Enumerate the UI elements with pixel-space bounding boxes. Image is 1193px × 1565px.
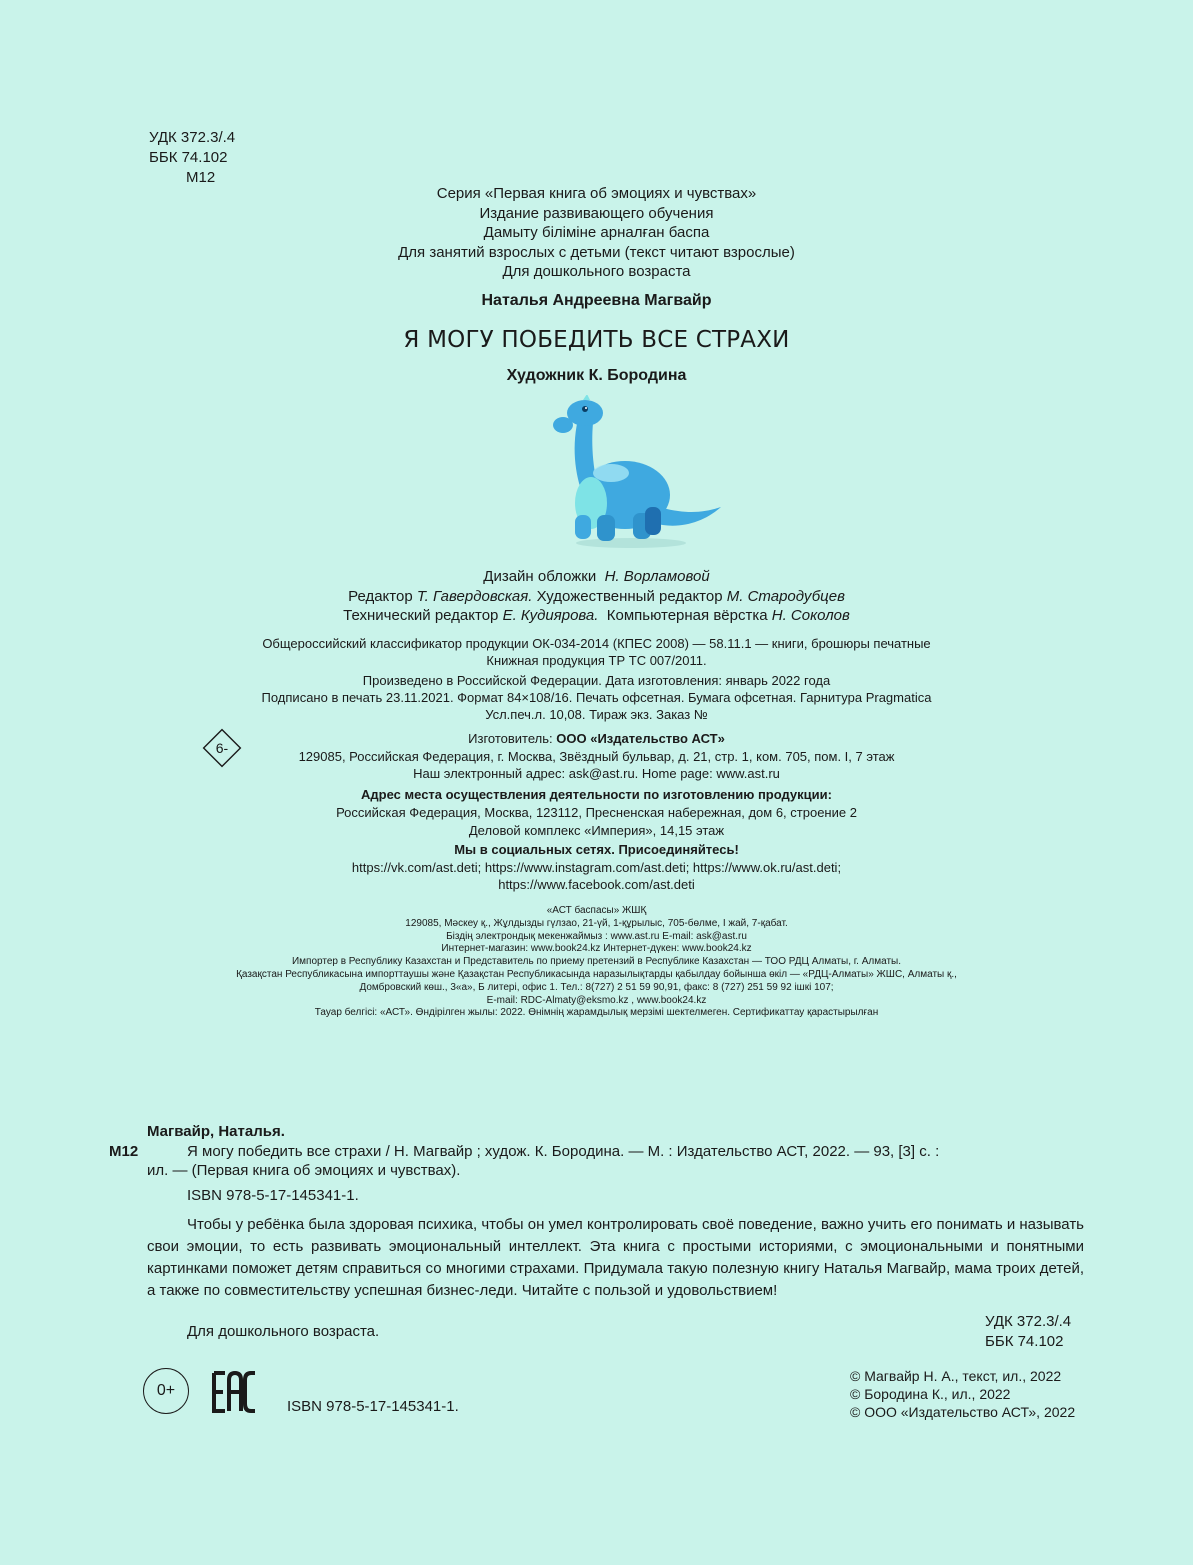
tech-editor-label: Технический редактор	[343, 607, 499, 624]
credits-block	[0, 567, 1193, 626]
editor-label: Редактор	[348, 587, 413, 605]
classification-line: Книжная продукция ТР ТС 007/2011.	[486, 653, 707, 668]
activity-address-line: Российская Федерация, Москва, 123112, Пресненская набережная, дом 6, строение 2	[336, 805, 857, 820]
copyright-line: © ООО «Издательство АСТ», 2022	[850, 1404, 1076, 1420]
kz-line: E-mail: RDC-Almaty@eksmo.kz , www.book24.kz	[486, 994, 707, 1006]
social-block	[0, 841, 1193, 894]
classification-block	[0, 635, 1193, 669]
kz-line: Домбровский көш., 3«а», Б литері, офис 1. Тел.: 8(727) 2 51 59 90,91, факс: 8 (727) 251 59 92 ішкі 107;	[359, 981, 834, 993]
manufacturer-block	[0, 730, 1193, 783]
annotation	[147, 1214, 1084, 1302]
age-rating-6-text: 6-	[215, 740, 229, 756]
copyright-line: © Магвайр Н. А., текст, ил., 2022	[850, 1368, 1062, 1384]
kz-line: 129085, Мәскеу қ., Жұлдызды гүлзао, 21-үй, 1-құрылыс, 705-бөлме, I жай, 7-қабат.	[405, 917, 788, 929]
bib-isbn: ISBN 978-5-17-145341-1.	[187, 1187, 359, 1204]
kz-line: Тауар белгісі: «АСТ». Өндірілген жылы: 2022. Өнімнің жарамдылық мерзімі шектелмеген. Сертификаттау қарастырылған	[314, 1007, 879, 1019]
tech-editor-name: Е. Кудиярова.	[502, 607, 599, 624]
series-line: Серия «Первая книга об эмоциях и чувствах»	[436, 185, 757, 202]
production-line: Произведено в Российской Федерации. Дата изготовления: январь 2022 года	[362, 673, 831, 688]
activity-address-heading: Адрес места осуществления деятельности по изготовлению продукции:	[361, 787, 832, 802]
bib-entry-cont: ил. — (Первая книга об эмоциях и чувствах).	[147, 1162, 461, 1179]
editors-line	[0, 587, 1193, 607]
udk-block-bottom	[985, 1312, 1071, 1352]
production-line: Усл.печ.л. 10,08. Тираж экз. Заказ №	[485, 707, 708, 722]
editor-name: Т. Гавердовская.	[416, 587, 533, 605]
manufacturer-line	[0, 730, 1193, 748]
social-heading: Мы в социальных сетях. Присоединяйтесь!	[454, 842, 739, 857]
isbn-bottom: ISBN 978-5-17-145341-1.	[287, 1398, 459, 1415]
bbk-code: ББК 74.102	[149, 149, 228, 166]
bib-author: Магвайр, Наталья.	[147, 1123, 285, 1140]
art-editor-label: Художественный редактор	[536, 587, 723, 605]
cover-design-name: Н. Ворламовой	[604, 568, 710, 585]
series-info	[0, 184, 1193, 282]
bib-author-mark: М12	[109, 1143, 139, 1160]
series-line: Для дошкольного возраста	[502, 263, 691, 280]
kz-line: Интернет-магазин: www.book24.kz Интернет-дүкен: www.book24.kz	[441, 943, 752, 955]
udk-block-top	[149, 128, 235, 188]
social-links: https://www.facebook.com/ast.deti	[498, 877, 695, 892]
eac-mark-icon	[211, 1370, 257, 1414]
copyright-line: © Бородина К., ил., 2022	[850, 1386, 1011, 1402]
udk-code: УДК 372.3/.4	[985, 1313, 1072, 1330]
age-rating-0-icon: 0+	[143, 1368, 189, 1414]
udk-code: УДК 372.3/.4	[149, 129, 236, 146]
book-title: Я МОГУ ПОБЕДИТЬ ВСЕ СТРАХИ	[403, 327, 790, 353]
author-name: Наталья Андреевна Магвайр	[481, 292, 712, 309]
kz-line: «АСТ баспасы» ЖШҚ	[546, 905, 647, 916]
cover-design-label: Дизайн обложки	[483, 568, 597, 585]
series-line: Издание развивающего обучения	[479, 204, 714, 222]
tech-editors-line	[0, 606, 1193, 626]
production-block	[0, 672, 1193, 723]
manufacturer-name: ООО «Издательство АСТ»	[556, 731, 725, 746]
layout-label: Компьютерная вёрстка	[606, 607, 768, 624]
author-mark: М12	[186, 169, 216, 186]
manufacturer-address: 129085, Российская Федерация, г. Москва, Звёздный бульвар, д. 21, стр. 1, ком. 705, пом. I, 7 этаж	[298, 748, 895, 764]
series-line: Для занятий взрослых с детьми (текст читают взрослые)	[398, 243, 795, 261]
activity-address-line: Деловой комплекс «Империя», 14,15 этаж	[468, 823, 725, 838]
age-note: Для дошкольного возраста.	[187, 1323, 380, 1340]
manufacturer-label: Изготовитель:	[468, 731, 553, 746]
activity-address-block	[0, 786, 1193, 840]
kz-line: Біздің электрондық мекенжаймыз : www.ast.ru E-mail: ask@ast.ru	[446, 930, 747, 942]
kz-line: Импортер в Республику Казахстан и Представитель по приему претензий в Республике Казахстан — ТОО РДЦ Алматы, г. Алматы.	[291, 956, 902, 968]
series-line: Дамыту біліміне арналған баспа	[483, 224, 710, 241]
production-line: Подписано в печать 23.11.2021. Формат 84×108/16. Печать офсетная. Бумага офсетная. Гарнитура Pragmatica	[261, 690, 932, 705]
manufacturer-web: Наш электронный адрес: ask@ast.ru. Home page: www.ast.ru	[413, 766, 780, 781]
art-editor-name: М. Стародубцев	[726, 587, 845, 605]
layout-name: Н. Соколов	[771, 607, 850, 624]
kazakhstan-info-block	[0, 905, 1193, 1020]
copyright-block	[850, 1367, 1075, 1421]
classification-line: Общероссийский классификатор продукции ОК-034-2014 (КПЕС 2008) — 58.11.1 — книги, брошюры печатные	[262, 636, 931, 651]
annotation-text: Чтобы у ребёнка была здоровая психика, чтобы он умел контролировать своё поведение, важно учить его понимать и называть свои эмоции, то есть развивать эмоциональный интеллект. Эта книга с простыми историями, с эмоциональными и понятными картинками поможет детям справиться со многими страхами. Придумала такую полезную книгу Наталья Магвайр, мама троих детей, а также по совместительству успешная бизнес-леди. Читайте с пользой и удовольствием!	[147, 1216, 1084, 1299]
kz-line: Қазақстан Республикасына импорттаушы және Қазақстан Республикасында наразылықтарды қабылдау бойынша өкіл — «РДЦ-Алматы» ЖШС, Алматы қ.,	[236, 968, 957, 980]
artist-name: Художник К. Бородина	[506, 367, 687, 384]
social-links: https://vk.com/ast.deti; https://www.instagram.com/ast.deti; https://www.ok.ru/ast.deti;	[351, 859, 842, 875]
cover-design-line	[0, 567, 1193, 587]
bbk-code: ББК 74.102	[985, 1333, 1064, 1350]
bib-entry: Я могу победить все страхи / Н. Магвайр ; худож. К. Бородина. — М. : Издательство АСТ, 2022. — 93, [3] с. :	[187, 1143, 940, 1160]
dinosaur-illustration	[553, 395, 723, 550]
